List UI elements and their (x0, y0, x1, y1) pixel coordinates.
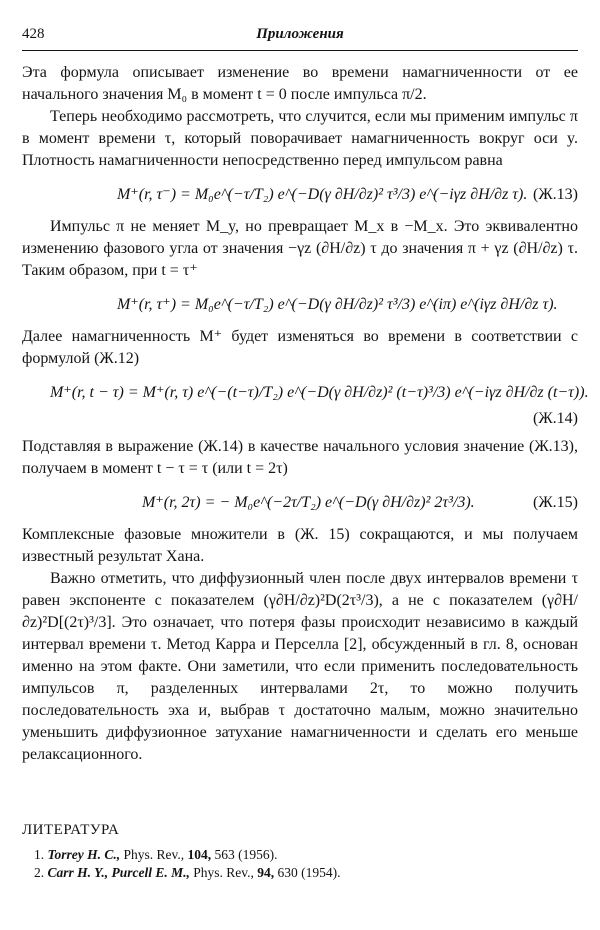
equation-zh13 (22, 172, 578, 216)
paragraph-substitution: Подставляя в выражение (Ж.14) в качестве начального условия значение (Ж.13), получаем в момент t − τ = τ (или t = 2τ) (22, 438, 578, 477)
equation-zh15-formula: M⁺(r, 2τ) = − M₀e^(−2τ/T₂) e^(−D(γ ∂H/∂z)² 2τ³/3). (142, 494, 475, 511)
paragraph-pi-pulse: Теперь необходимо рассмотреть, что случится, если мы применим импульс π в момент времени τ, который поворачивает намагниченность вокруг оси y. Плотность намагниченности непосредственно перед импульсом равна (22, 108, 578, 169)
equation-zh15-number: (Ж.15) (533, 494, 578, 511)
reference-item: 1. Torrey H. C., Phys. Rev., 104, 563 (1956). (34, 847, 278, 862)
paragraph-hahn-result: Комплексные фазовые множители в (Ж. 15) сокращаются, и мы получаем известный результат Хана. (22, 526, 578, 565)
equation-tau-plus (22, 282, 578, 326)
equation-zh13-formula: M⁺(r, τ⁻) = M₀e^(−τ/T₂) e^(−D(γ ∂H/∂z)² τ³/3) e^(−iγz ∂H/∂z τ). (117, 186, 528, 203)
page-header (22, 20, 578, 50)
references-list (34, 846, 341, 882)
references-heading: ЛИТЕРАТУРА (22, 822, 120, 838)
paragraph-formula-description: Эта формула описывает изменение во времени намагниченности от ее начального значения M₀ в момент t = 0 после импульса π/2. (22, 64, 578, 103)
equation-zh14-number: (Ж.14) (533, 410, 578, 427)
equation-tau-plus-formula: M⁺(r, τ⁺) = M₀e^(−τ/T₂) e^(−D(γ ∂H/∂z)² τ³/3) e^(iπ) e^(iγz ∂H/∂z τ). (117, 296, 558, 313)
equation-zh13-number: (Ж.13) (533, 186, 578, 203)
paragraph-diffusion-note: Важно отметить, что диффузионный член после двух интервалов времени τ равен экспоненте с показателем (γ∂H/∂z)²D(2τ³/3), а не с показателем (γ∂H/∂z)²D[(2τ)³/3]. Это означает, что потеря фазы происходит независимо в каждый интервал времени τ. Метод Карра и Перселла [2], обсужденный в гл. 8, основан именно на этом факте. Они заметили, что если применить последовательность импульсов π, разделенных интервалами 2τ, то можно получить последовательность эха и, выбрав τ достаточно малым, можно значительно уменьшить диффузионное затухание намагниченности и сделать его меньше релаксационного. (22, 570, 578, 763)
equation-zh14-formula: M⁺(r, t − τ) = M⁺(r, τ) e^(−(t−τ)/T₂) e^(−D(γ ∂H/∂z)² (t−τ)³/3) e^(−iγz ∂H/∂z (t−τ)). (50, 384, 589, 401)
header-rule (22, 50, 578, 51)
page-number: 428 (22, 26, 45, 42)
paragraph-phase-change: Импульс π не меняет M_y, но превращает M_x в −M_x. Это эквивалентно изменению фазового угла от значения −γz (∂H/∂z) τ до значения π + γz (∂H/∂z) τ. Таким образом, при t = τ⁺ (22, 218, 578, 279)
main-text (22, 62, 589, 766)
equation-zh14 (22, 370, 589, 436)
reference-item: 2. Carr H. Y., Purcell E. M., Phys. Rev., 94, 630 (1954). (34, 865, 341, 880)
paragraph-evolution: Далее намагниченность M⁺ будет изменяться во времени в соответствии с формулой (Ж.12) (22, 328, 578, 367)
running-title: Приложения (256, 26, 344, 42)
equation-zh15 (22, 480, 578, 524)
